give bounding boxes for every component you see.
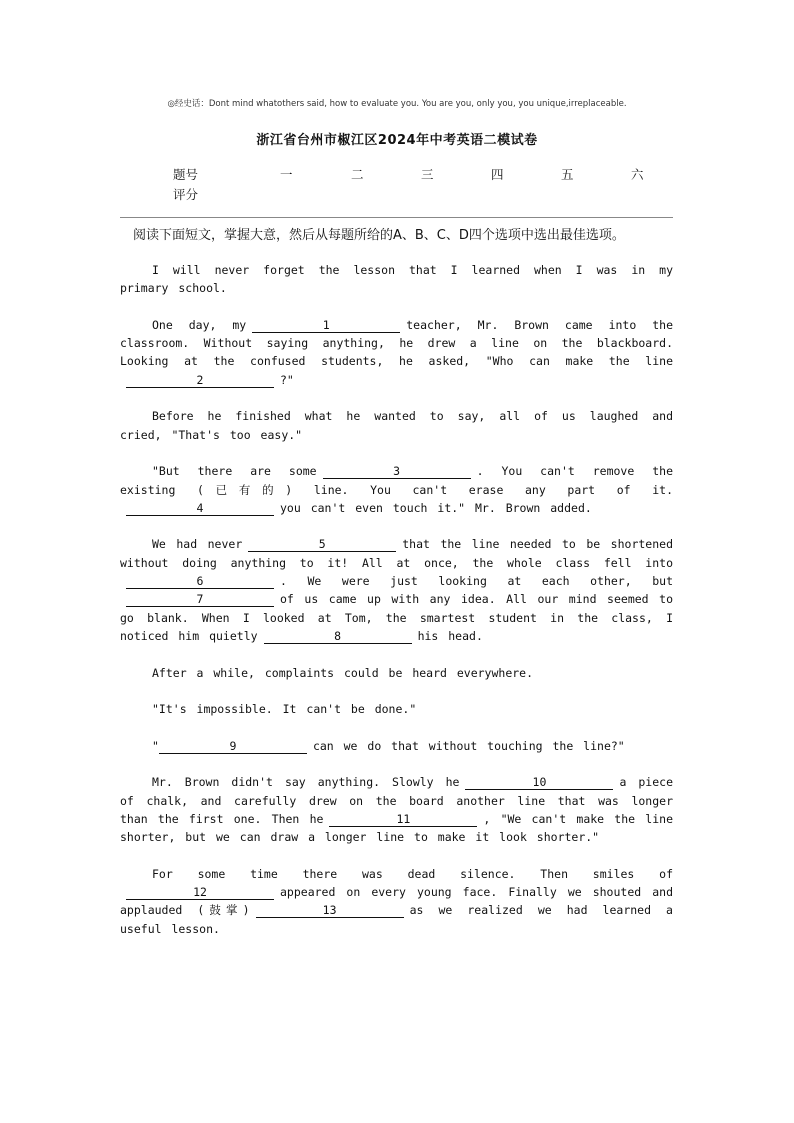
paragraph-4 — [120, 462, 673, 517]
score-col-4: 四 — [491, 167, 504, 182]
blank-1[interactable]: 1 — [252, 318, 400, 333]
score-col-5: 五 — [561, 167, 574, 182]
passage-text: . We were just looking at each other, but — [280, 574, 673, 589]
passage-text: After a while, complaints could be heard everywhere. — [152, 665, 534, 680]
blank-2[interactable]: 2 — [126, 373, 274, 388]
passage-text: We had never — [152, 537, 243, 552]
passage-text: of us came up with any idea. All our mind seemed to go blank. When I looked at Tom, the smartest student in the class, I noticed him quietly — [120, 592, 673, 643]
instruction-text: 阅读下面短文，掌握大意，然后从每题所给的A、B、C、D四个选项中选出最佳选项。 — [133, 228, 625, 243]
passage-text: can we do that without touching the line?" — [312, 738, 625, 753]
passage-text: teacher, Mr. Brown came into the classroom. Without saying anything, he drew a line on the blackboard. Looking at the confused students, he asked, "Who can make the line — [120, 317, 673, 369]
paragraph-3 — [120, 407, 673, 444]
blank-5[interactable]: 5 — [248, 537, 396, 552]
passage — [120, 261, 673, 956]
passage-text: " — [152, 738, 159, 753]
blank-8[interactable]: 8 — [264, 629, 412, 644]
blank-12[interactable]: 12 — [126, 885, 274, 900]
paragraph-9 — [120, 773, 673, 846]
passage-text: you can't even touch it." Mr. Brown added. — [280, 500, 592, 515]
paragraph-1 — [120, 261, 673, 298]
passage-text: For some time there was dead silence. Then smiles of — [152, 866, 673, 881]
passage-text: Before he finished what he wanted to say, all of us laughed and cried, "That's too easy." — [120, 409, 673, 442]
passage-text: his head. — [417, 628, 483, 643]
divider — [120, 217, 673, 218]
score-table — [173, 165, 673, 205]
page-title: 浙江省台州市椒江区2024年中考英语二模试卷 — [256, 133, 538, 148]
blank-4[interactable]: 4 — [126, 501, 274, 516]
passage-text: that the line needed to be shortened without doing anything to it! All at once, the whole class fell into — [120, 537, 673, 570]
passage-text: appeared on every young face. Finally we shouted and applauded (鼓掌) — [120, 885, 673, 918]
passage-text: Mr. Brown didn't say anything. Slowly he — [152, 775, 460, 790]
score-col-3: 三 — [421, 167, 434, 182]
passage-text: One day, my — [152, 317, 247, 332]
score-col-2: 二 — [351, 167, 364, 182]
score-grade-label: 评分 — [173, 187, 199, 202]
score-col-1: 一 — [280, 167, 293, 182]
passage-text: I will never forget the lesson that I learned when I was in my primary school. — [120, 263, 673, 296]
score-col-6: 六 — [631, 167, 644, 182]
paragraph-5 — [120, 535, 673, 645]
blank-6[interactable]: 6 — [126, 574, 274, 589]
passage-text: as we realized we had learned a useful lesson. — [120, 903, 673, 936]
score-row-number — [173, 165, 673, 185]
paragraph-7 — [120, 700, 673, 718]
paragraph-6 — [120, 664, 673, 682]
blank-10[interactable]: 10 — [465, 775, 613, 790]
passage-text: "It's impossible. It can't be done." — [152, 702, 417, 717]
score-row-label: 题号 — [173, 167, 199, 182]
blank-11[interactable]: 11 — [329, 812, 477, 827]
passage-text: ?" — [280, 372, 294, 387]
passage-text: . You can't remove the existing (已有的) line. You can't erase any part of it. — [120, 464, 673, 497]
blank-7[interactable]: 7 — [126, 592, 274, 607]
header-motto: ◎经史话：Dont mind whatothers said, how to evaluate you. You are you, only you, you unique,irreplaceable. — [167, 99, 627, 109]
passage-text: "But there are some — [152, 464, 317, 479]
score-row-grade — [173, 185, 673, 205]
passage-text: , "We can't make the line shorter, but we can draw a longer line to make it look shorter." — [120, 811, 673, 845]
blank-9[interactable]: 9 — [159, 739, 307, 754]
passage-text: a piece of chalk, and carefully drew on the board another line that was longer than the first one. Then he — [120, 775, 674, 826]
paragraph-2 — [120, 316, 673, 389]
blank-3[interactable]: 3 — [323, 464, 471, 479]
paragraph-10 — [120, 865, 673, 938]
blank-13[interactable]: 13 — [256, 903, 404, 918]
paragraph-8 — [120, 737, 673, 755]
